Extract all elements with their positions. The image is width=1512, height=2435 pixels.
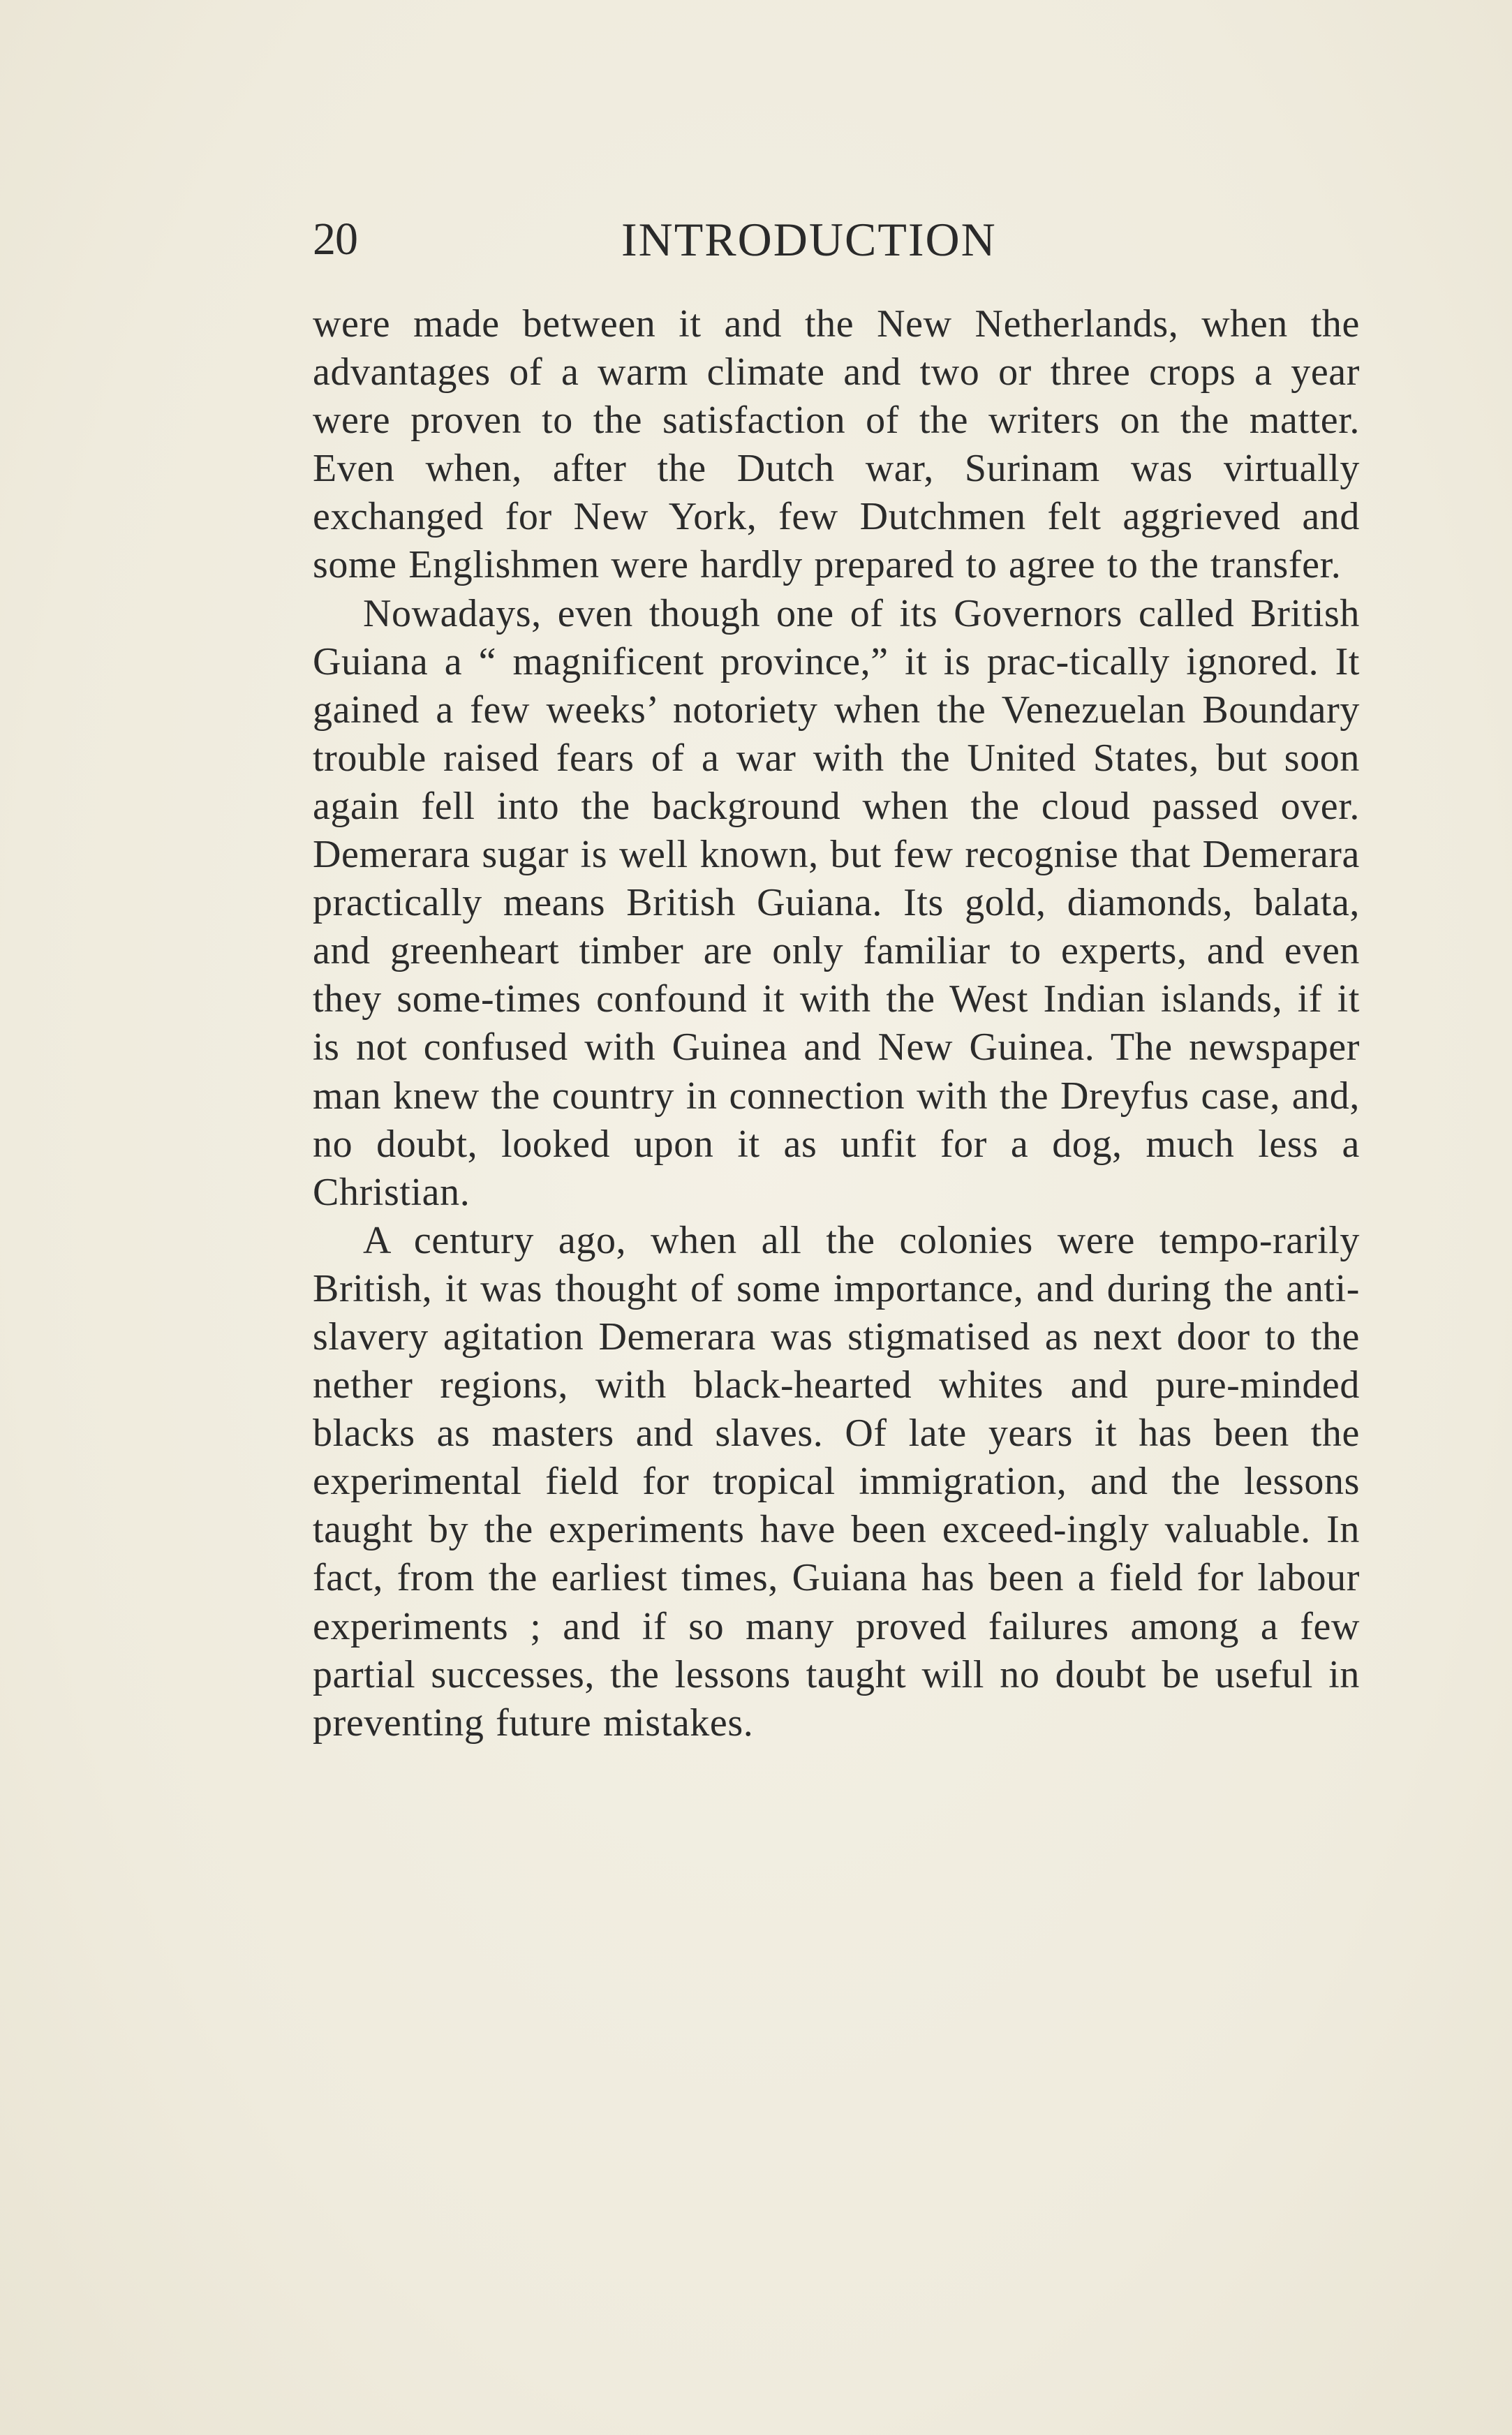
- paragraph-2: Nowadays, even though one of its Governors called British Guiana a “ magnificent province,” it is prac-tically ignored. It gained a few weeks’ notoriety when the Venezuelan Boundary trouble raised fears of a war with the United States, but soon again fell into the background when the cloud passed over. Demerara sugar is well known, but few recognise that Demerara practically means British Guiana. Its gold, diamonds, balata, and greenheart timber are only familiar to experts, and even they some-times confound it with the West Indian islands, if it is not confused with Guinea and New Guinea. The newspaper man knew the country in connection with the Dreyfus case, and, no doubt, looked upon it as unfit for a dog, much less a Christian.: [313, 591, 1360, 1214]
- paragraph-3: A century ago, when all the colonies were tempo-rarily British, it was thought of some importance, and during the anti-slavery agitation Demerara was stigmatised as next door to the nether regions, with black-hearted whites and pure-minded blacks as masters and slaves. Of late years it has been the experimental field for tropical immigration, and the lessons taught by the experiments have been exceed-ingly valuable. In fact, from the earliest times, Guiana has been a field for labour experiments ; and if so many proved failures among a few partial successes, the lessons taught will no doubt be useful in preventing future mistakes.: [313, 1218, 1360, 1745]
- paragraph-1: were made between it and the New Netherlands, when the advantages of a warm climate and two or three crops a year were proven to the satisfaction of the writers on the matter. Even when, after the Dutch war, Surinam was virtually exchanged for New York, few Dutchmen felt aggrieved and some Englishmen were hardly prepared to agree to the transfer.: [313, 302, 1360, 587]
- page-number: 20: [313, 214, 357, 265]
- page-header: [313, 208, 1361, 271]
- running-title: INTRODUCTION: [621, 213, 997, 266]
- body-text: [313, 300, 1360, 1747]
